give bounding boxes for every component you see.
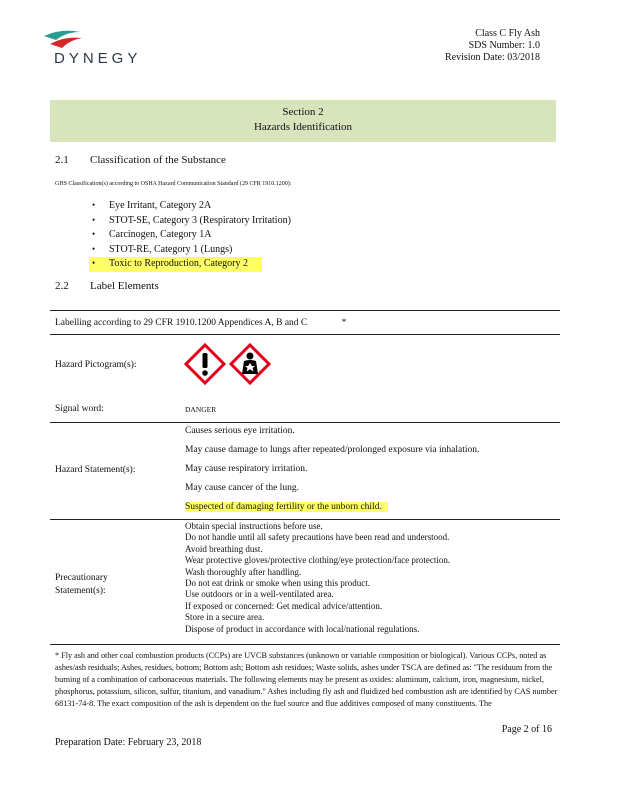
list-item: • Eye Irritant, Category 2A: [92, 200, 212, 211]
bullet-icon: •: [92, 258, 96, 268]
heading-title: Label Elements: [90, 280, 159, 292]
hazard-statement-label: Hazard Statement(s):: [55, 465, 136, 475]
section-title: Hazards Identification: [253, 121, 353, 133]
exclamation-mark-pictogram-icon: [184, 343, 226, 385]
dynegy-logo: [38, 26, 178, 76]
uvcb-footnote: * Fly ash and other coal combustion products (CCPs) are UVCB substances (unknown or variable composition or biological). Various CCPs, noted as ashes/ash residuals; Ashes, residues, bottom; Bottom ash; Bottom ash residues; Waste solids, ashes under TSCA are defined as: "The residuum from the burning of a combination of carbonaceous materials. The following elements may be present as oxides: aluminum, calcium, iron, magnesium, nickel, phosphorus, potassium, silicon, sulfur, titanium, and vanadium." Ashes including fly ash and fluidized bed combustion ash are identified by CAS number 68131-74-8. The exact composition of the ash is dependent on the fuel source and flue additives composed of many constituents. The: [55, 651, 558, 708]
section-banner: [50, 100, 556, 142]
logo-wordmark: DYNEGY: [54, 50, 142, 67]
heading-number: 2.1: [55, 154, 69, 166]
table-divider: [50, 334, 560, 335]
list-item: • STOT-RE, Category 1 (Lungs): [92, 243, 233, 255]
hazard-statement: May cause damage to lungs after repeated/prolonged exposure via inhalation.: [185, 445, 480, 455]
health-hazard-pictogram-icon: [229, 343, 271, 385]
precautionary-statement: Wear protective gloves/protective clothing/eye protection/face protection.: [185, 555, 451, 566]
precautionary-statement: If exposed or concerned: Get medical advice/attention.: [185, 600, 383, 611]
hazard-statement-highlighted: Suspected of damaging fertility or the unborn child.: [185, 502, 388, 512]
section-number: Section 2: [282, 106, 324, 118]
table-divider: [50, 519, 560, 520]
sds-number: SDS Number: 1.0: [468, 40, 540, 51]
document-header-info: [445, 28, 540, 64]
table-divider: [50, 422, 560, 423]
preparation-date: Preparation Date: February 23, 2018: [55, 737, 202, 748]
pictogram-label: Hazard Pictogram(s):: [55, 360, 137, 370]
hazard-statement: Causes serious eye irritation.: [185, 426, 295, 436]
product-name: Class C Fly Ash: [475, 28, 540, 39]
precautionary-statement: Use outdoors or in a well-ventilated area.: [185, 589, 334, 600]
precautionary-statements: [185, 521, 450, 635]
list-item: • Carcinogen, Category 1A: [92, 229, 212, 240]
hazard-statement: May cause respiratory irritation.: [185, 464, 308, 474]
precautionary-statement: Dispose of product in accordance with local/national regulations.: [185, 623, 420, 634]
table-divider: [50, 310, 560, 311]
bullet-icon: •: [92, 200, 96, 210]
heading-title: Classification of the Substance: [90, 154, 226, 166]
bullet-icon: •: [92, 243, 96, 254]
signal-word-label: Signal word:: [55, 404, 104, 414]
precautionary-label: Precautionary Statement(s):: [55, 573, 108, 596]
revision-date: Revision Date: 03/2018: [445, 52, 540, 63]
page-number: Page 2 of 16: [501, 724, 552, 735]
hazard-statement: May cause cancer of the lung.: [185, 483, 299, 493]
ghs-classification-note: GHS Classification(s) according to OSHA Hazard Communication Standard (29 CFR 1910.1200):: [55, 181, 292, 187]
table-divider: [50, 644, 560, 645]
precautionary-statement: Wash thoroughly after handling.: [185, 566, 302, 577]
precautionary-statement: Obtain special instructions before use.: [185, 521, 323, 531]
precautionary-statement: Avoid breathing dust.: [185, 543, 263, 554]
bullet-icon: •: [92, 214, 96, 225]
precautionary-statement: Do not eat drink or smoke when using this product.: [185, 578, 370, 589]
list-item: • STOT-SE, Category 3 (Respiratory Irritation): [92, 214, 291, 226]
precautionary-statement: Store in a secure area.: [185, 612, 265, 623]
labelling-note: Labelling according to 29 CFR 1910.1200 Appendices A, B and C *: [55, 318, 347, 328]
list-item-highlighted: • Toxic to Reproduction, Category 2: [89, 257, 262, 272]
heading-number: 2.2: [55, 280, 69, 292]
classification-list: [92, 199, 291, 272]
bullet-icon: •: [92, 229, 96, 239]
precautionary-statement: Do not handle until all safety precautions have been read and understood.: [185, 532, 450, 543]
asterisk-mark: *: [341, 318, 347, 328]
signal-word-value: DANGER: [185, 405, 217, 414]
